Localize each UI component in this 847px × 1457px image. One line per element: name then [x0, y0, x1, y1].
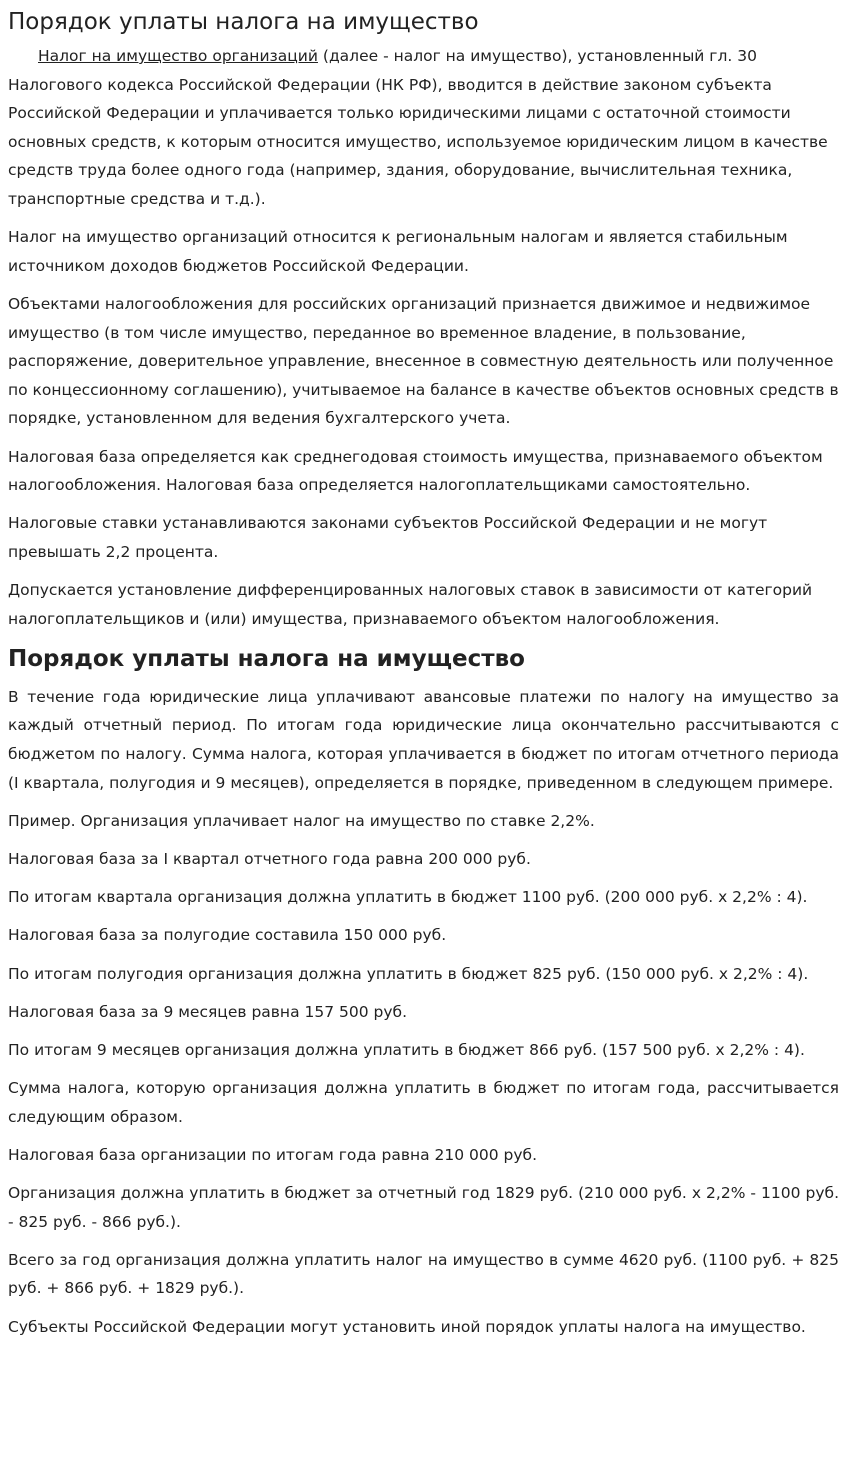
paragraph-annual-calc-intro: Сумма налога, которую организация должна уплатить в бюджет по итогам года, рассчитывается следующим образом. — [8, 1079, 839, 1126]
paragraph-annual-base: Налоговая база организации по итогам года равна 210 000 руб. — [8, 1145, 538, 1164]
paragraph-regional-tax: Налог на имущество организаций относится к региональным налогам и является стабильным источником доходов бюджетов Российской Федерации. — [8, 228, 788, 275]
intro-text: (далее - налог на имущество), установленный гл. 30 Налогового кодекса Российской Федерации (НК РФ), вводится в действие законом субъекта Российской Федерации и уплачивается только юридическими лицами с остаточной стоимости основных средств, к которым относится имущество, используемое юридическим лицом в качестве средств труда более одного года (например, здания, оборудование, вычислительная техника, транспортные средства и т.д.). — [8, 47, 828, 208]
intro-paragraph — [8, 42, 839, 214]
paragraph-tax-base: Налоговая база определяется как среднегодовая стоимость имущества, признаваемого объектом налогообложения. Налоговая база определяется налогоплательщиками самостоятельно. — [8, 447, 823, 495]
paragraph-example: Пример. Организация уплачивает налог на имущество по ставке 2,2%. — [8, 811, 595, 830]
paragraph-half-year-base: Налоговая база за полугодие составила 150 000 руб. — [8, 926, 447, 945]
paragraph-annual-payment: Организация должна уплатить в бюджет за отчетный год 1829 руб. (210 000 руб. x 2,2% - 1100 руб. - 825 руб. - 866 руб.). — [8, 1184, 839, 1231]
paragraph-annual-total: Всего за год организация должна уплатить налог на имущество в сумме 4620 руб. (1100 руб. + 825 руб. + 866 руб. + 1829 руб.). — [8, 1250, 839, 1298]
paragraph-tax-rates: Налоговые ставки устанавливаются законами субъектов Российской Федерации и не могут превышать 2,2 процента. — [8, 514, 768, 561]
paragraph-nine-months-payment: По итогам 9 месяцев организация должна уплатить в бюджет 866 руб. (157 500 руб. x 2,2% : 4). — [8, 1040, 805, 1059]
paragraph-advance-payments: В течение года юридические лица уплачивают авансовые платежи по налогу на имущество за каждый отчетный период. По итогам года юридические лица окончательно рассчитываются с бюджетом по налогу. Сумма налога, которая уплачивается в бюджет по итогам отчетного периода (I квартала, полугодия и 9 месяцев), определяется в порядке, приведенном в следующем примере. — [8, 687, 839, 792]
paragraph-half-year-payment: По итогам полугодия организация должна уплатить в бюджет 825 руб. (150 000 руб. x 2,2% : 4). — [8, 964, 809, 983]
paragraph-differentiated-rates: Допускается установление дифференцированных налоговых ставок в зависимости от категорий налогоплательщиков и (или) имущества, признаваемого объектом налогообложения. — [8, 581, 813, 628]
section-heading: Порядок уплаты налога на имущество — [8, 645, 525, 672]
paragraph-q1-payment: По итогам квартала организация должна уплатить в бюджет 1100 руб. (200 000 руб. x 2,2% : 4). — [8, 888, 808, 907]
paragraph-tax-objects: Объектами налогообложения для российских организаций признается движимое и недвижимое имущество (в том числе имущество, переданное во временное владение, в пользование, распоряжение, доверительное управление, внесенное в совместную деятельность или полученное по концессионному соглашению), учитываемое на балансе в качестве объектов основных средств в порядке, установленном для ведения бухгалтерского учета. — [8, 294, 839, 428]
paragraph-q1-base: Налоговая база за I квартал отчетного года равна 200 000 руб. — [8, 850, 531, 868]
property-tax-link[interactable]: Налог на имущество организаций — [38, 47, 318, 65]
page-title: Порядок уплаты налога на имущество — [8, 9, 479, 35]
paragraph-regional-procedure: Субъекты Российской Федерации могут установить иной порядок уплаты налога на имущество. — [8, 1317, 806, 1336]
paragraph-nine-months-base: Налоговая база за 9 месяцев равна 157 500 руб. — [8, 1002, 408, 1021]
